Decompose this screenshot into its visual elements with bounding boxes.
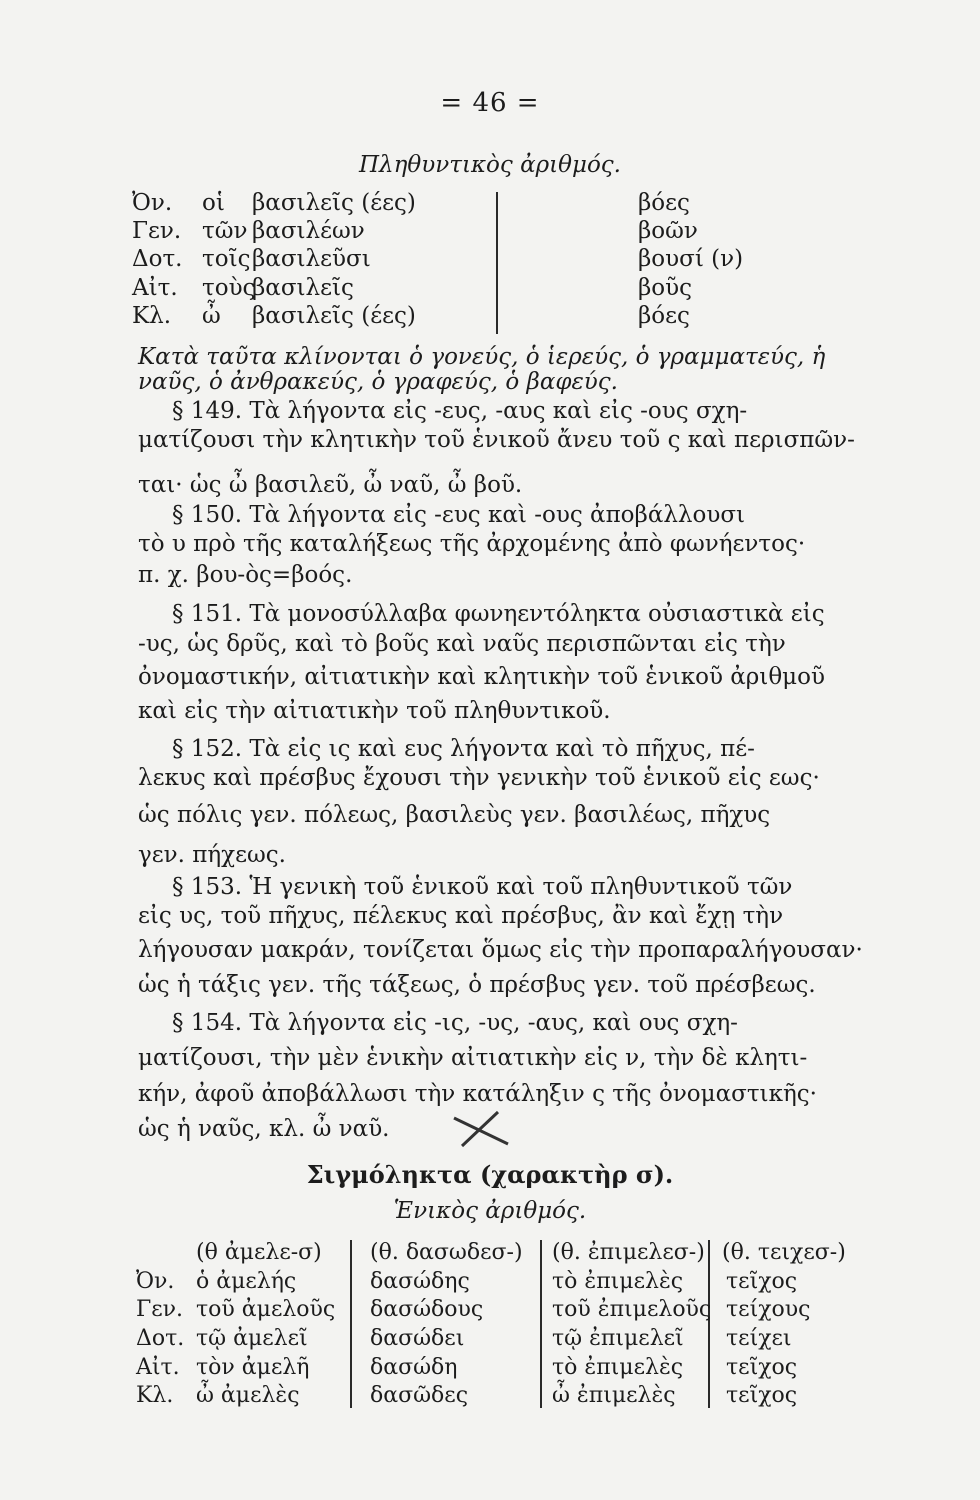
text-line: § 152. Τὰ εἰς ις καὶ ευς λήγοντα καὶ τὸ πῆχυς, πέ- — [172, 736, 755, 762]
case-label: Αἰτ. — [132, 275, 178, 301]
word-form: δασώδους — [370, 1297, 484, 1322]
word-form: δασῶδες — [370, 1383, 469, 1408]
word-form: τὸ ἐπιμελὲς — [552, 1269, 684, 1294]
word-form: τὸν ἀμελῆ — [196, 1355, 310, 1380]
word-form: ὦ ἐπιμελὲς — [552, 1383, 676, 1408]
text-line: § 154. Τὰ λήγοντα εἰς -ις, -υς, -αυς, καὶ ους σχη- — [172, 1010, 738, 1036]
word-form: βασιλεῖς — [252, 275, 354, 301]
text-line: ματίζουσι, τὴν μὲν ἑνικὴν αἰτιατικὴν εἰς ν, τὴν δὲ κλητι- — [138, 1045, 808, 1071]
case-label: Ὀν. — [136, 1269, 175, 1294]
text-line: λήγουσαν μακράν, τονίζεται ὅμως εἰς τὴν προπαραλήγουσαν· — [138, 937, 863, 963]
stem-label: (θ. δασωδεσ-) — [370, 1240, 523, 1265]
word-form-bous: βόες — [638, 303, 690, 329]
text-line: ματίζουσι τὴν κλητικὴν τοῦ ἑνικοῦ ἄνευ τοῦ ς καὶ περισπῶν- — [138, 427, 855, 453]
text-line: ὡς ἡ τάξις γεν. τῆς τάξεως, ὁ πρέσβυς γεν. τοῦ πρέσβεως. — [138, 972, 816, 998]
word-form-bous: βουσί (ν) — [638, 246, 744, 272]
section-title: Σιγμόληκτα (χαρακτὴρ σ). — [306, 1160, 674, 1189]
word-form-bous: βοῶν — [638, 218, 698, 244]
word-form: τεῖχος — [726, 1355, 798, 1380]
text-line: τὸ υ πρὸ τῆς καταλήξεως τῆς ἀρχομένης ἀπὸ φωνήεντος· — [138, 531, 806, 557]
text-line: § 150. Τὰ λήγοντα εἰς -ευς καὶ -ους ἀποβάλλουσι — [172, 502, 746, 528]
stem-label: (θ. τειχεσ-) — [722, 1240, 846, 1265]
case-label: Ὀν. — [132, 190, 173, 216]
word-form: βασιλέων — [252, 218, 365, 244]
word-form: τὸ ἐπιμελὲς — [552, 1355, 684, 1380]
text-line: ναῦς, ὁ ἀνθρακεύς, ὁ γραφεύς, ὁ βαφεύς. — [138, 369, 618, 395]
text-line: γεν. πήχεως. — [138, 842, 286, 868]
case-label: Δοτ. — [132, 246, 183, 272]
case-label: Αἰτ. — [136, 1355, 180, 1380]
text-line: ὀνομαστικήν, αἰτιατικὴν καὶ κλητικὴν τοῦ ἑνικοῦ ἀριθμοῦ — [138, 664, 825, 690]
word-form: ὁ ἀμελής — [196, 1269, 297, 1294]
article: τοὺς — [202, 275, 256, 301]
text-line: § 153. Ἡ γενικὴ τοῦ ἑνικοῦ καὶ τοῦ πληθυντικοῦ τῶν — [172, 874, 793, 900]
word-form: τῷ ἐπιμελεῖ — [552, 1326, 684, 1351]
word-form: τοῦ ἀμελοῦς — [196, 1297, 336, 1322]
plural-heading: Πληθυντικὸς ἀριθμός. — [359, 152, 621, 178]
word-form: τῷ ἀμελεῖ — [196, 1326, 308, 1351]
text-line: π. χ. βου-ὸς=βοός. — [138, 562, 353, 588]
text-line: -υς, ὡς δρῦς, καὶ τὸ βοῦς καὶ ναῦς περισπῶνται εἰς τὴν — [138, 631, 786, 657]
case-label: Γεν. — [136, 1297, 184, 1322]
text-line: ται· ὡς ὦ βασιλεῦ, ὦ ναῦ, ὦ βοῦ. — [138, 472, 523, 498]
word-form: τοῦ ἐπιμελοῦς — [552, 1297, 712, 1322]
text-line: κήν, ἀφοῦ ἀποβάλλωσι τὴν κατάληξιν ς τῆς ὀνομαστικῆς· — [138, 1081, 817, 1107]
page-number: = 46 = — [440, 88, 540, 118]
text-line: λεκυς καὶ πρέσβυς ἔχουσι τὴν γενικὴν τοῦ ἑνικοῦ εἰς εως· — [138, 765, 820, 791]
word-form: τείχους — [726, 1297, 811, 1322]
word-form-bous: βοῦς — [638, 275, 693, 301]
table-divider-1 — [350, 1240, 352, 1408]
article: τῶν — [202, 218, 248, 244]
word-form: τεῖχος — [726, 1383, 798, 1408]
text-line: εἰς υς, τοῦ πῆχυς, πέλεκυς καὶ πρέσβυς, ἂν καὶ ἔχῃ τὴν — [138, 903, 784, 929]
word-form: βασιλεῦσι — [252, 246, 371, 272]
word-form-bous: βόες — [638, 190, 690, 216]
article: ὦ — [202, 303, 221, 329]
word-form: τεῖχος — [726, 1269, 798, 1294]
text-line: καὶ εἰς τὴν αἰτιατικὴν τοῦ πληθυντικοῦ. — [138, 698, 611, 724]
text-line: § 149. Τὰ λήγοντα εἰς -ευς, -αυς καὶ εἰς -ους σχη- — [172, 398, 748, 424]
text-line: ὡς πόλις γεν. πόλεως, βασιλεὺς γεν. βασιλέως, πῆχυς — [138, 802, 771, 828]
table-divider-2 — [540, 1240, 542, 1408]
article: τοῖς — [202, 246, 251, 272]
text-line: Κατὰ ταῦτα κλίνονται ὁ γονεύς, ὁ ἱερεύς, ὁ γραμματεύς, ἡ — [138, 344, 826, 370]
word-form: τείχει — [726, 1326, 792, 1351]
case-label: Δοτ. — [136, 1326, 185, 1351]
word-form: δασώδει — [370, 1326, 465, 1351]
word-form: βασιλεῖς (έες) — [252, 303, 416, 329]
stem-label: (θ ἀμελε-σ) — [196, 1240, 322, 1265]
word-form: ὦ ἀμελὲς — [196, 1383, 300, 1408]
text-line: § 151. Τὰ μονοσύλλαβα φωνηεντόληκτα οὐσιαστικὰ εἰς — [172, 601, 825, 627]
stem-label: (θ. ἐπιμελεσ-) — [552, 1240, 705, 1265]
case-label: Γεν. — [132, 218, 182, 244]
case-label: Κλ. — [132, 303, 172, 329]
singular-heading: Ἑνικὸς ἀριθμός. — [393, 1198, 587, 1224]
column-divider — [496, 192, 498, 334]
word-form: δασώδης — [370, 1269, 470, 1294]
case-label: Κλ. — [136, 1383, 174, 1408]
table-divider-3 — [708, 1240, 710, 1408]
word-form: βασιλεῖς (έες) — [252, 190, 416, 216]
cross-mark — [452, 1108, 512, 1152]
article: οἱ — [202, 190, 225, 216]
text-line: ὡς ἡ ναῦς, κλ. ὦ ναῦ. — [138, 1116, 390, 1142]
word-form: δασώδη — [370, 1355, 458, 1380]
